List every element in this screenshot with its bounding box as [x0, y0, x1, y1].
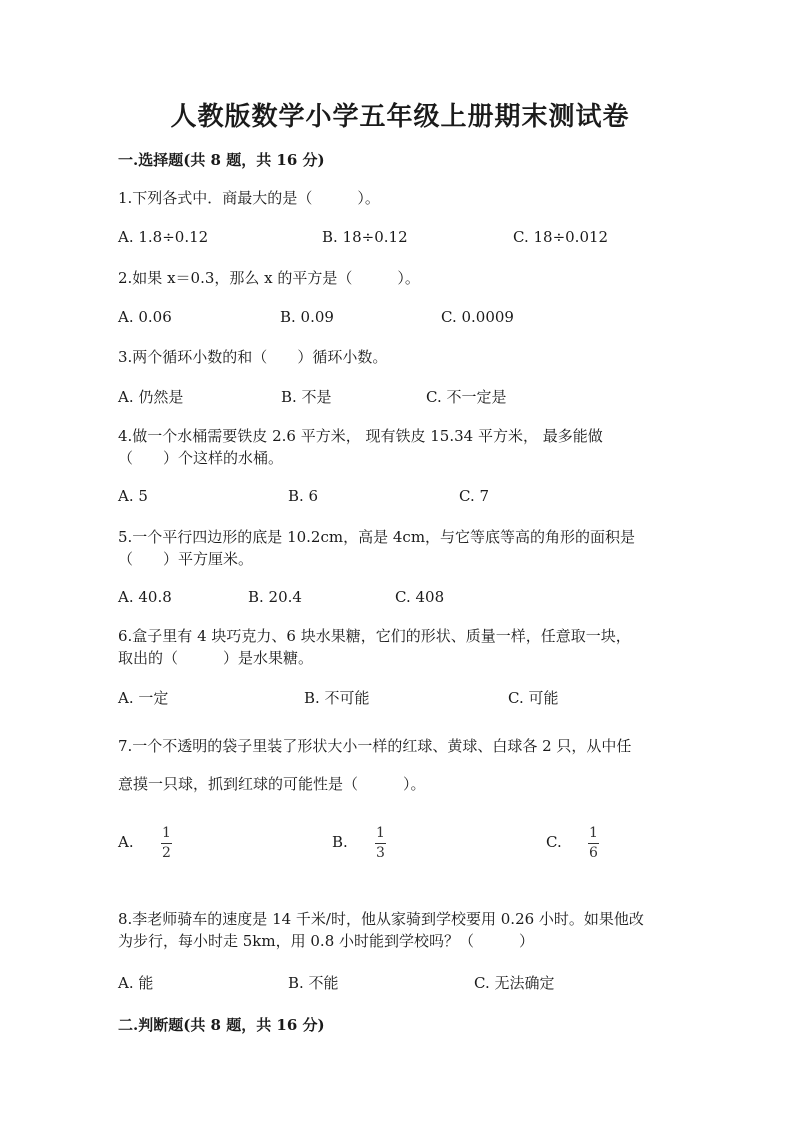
- question-7-line-2: 意摸一只球，抓到红球的可能性是（ ）。: [118, 775, 426, 793]
- q7-option-c-fraction: [588, 826, 599, 861]
- q7-a-numerator: 1: [162, 825, 171, 841]
- q7-option-b: B.: [332, 833, 348, 851]
- q1-option-a: A. 1.8÷0.12: [118, 228, 209, 246]
- q5-option-c: C. 408: [395, 588, 445, 606]
- question-2: 2.如果 x＝0.3，那么 x 的平方是（ ）。: [118, 269, 420, 287]
- q7-b-denominator: 3: [376, 845, 385, 861]
- question-4-line-1: 4.做一个水桶需要铁皮 2.6 平方米， 现有铁皮 15.34 平方米， 最多能做: [118, 427, 603, 445]
- q1-option-c: C. 18÷0.012: [513, 228, 609, 246]
- question-5-line-2: （ ）平方厘米。: [118, 550, 254, 568]
- q7-option-a-fraction: [161, 826, 172, 861]
- question-1: 1.下列各式中．商最大的是（ ）。: [118, 189, 380, 207]
- q7-option-b-fraction: [375, 826, 386, 861]
- question-8-line-2: 为步行，每小时走 5km，用 0.8 小时能到学校吗？（ ）: [118, 932, 535, 950]
- question-3: 3.两个循环小数的和（ ）循环小数。: [118, 348, 388, 366]
- q8-option-c: C. 无法确定: [474, 974, 555, 992]
- q7-b-numerator: 1: [376, 825, 385, 841]
- q5-option-b: B. 20.4: [248, 588, 302, 606]
- q7-c-numerator: 1: [589, 825, 598, 841]
- q7-option-c: C.: [546, 833, 562, 851]
- question-8-line-1: 8.李老师骑车的速度是 14 千米/时，他从家骑到学校要用 0.26 小时。如果他改: [118, 910, 644, 928]
- section-heading-judgment: 二.判断题(共 8 题，共 16 分): [118, 1016, 325, 1034]
- question-8: [118, 908, 688, 952]
- q3-option-b: B. 不是: [281, 388, 332, 406]
- question-4-line-2: （ ）个这样的水桶。: [118, 449, 284, 467]
- q7-c-denominator: 6: [589, 845, 598, 861]
- question-5: [118, 526, 688, 570]
- q4-option-b: B. 6: [288, 487, 319, 505]
- q7-option-a: A.: [118, 833, 134, 851]
- question-7: [118, 727, 688, 803]
- q3-option-a: A. 仍然是: [118, 388, 184, 406]
- q4-option-a: A. 5: [118, 487, 148, 505]
- q6-option-b: B. 不可能: [304, 689, 370, 707]
- q3-option-c: C. 不一定是: [426, 388, 507, 406]
- q4-option-c: C. 7: [459, 487, 490, 505]
- q7-a-denominator: 2: [162, 845, 171, 861]
- question-6-line-1: 6.盒子里有 4 块巧克力、6 块水果糖，它们的形状、质量一样，任意取一块，: [118, 627, 631, 645]
- fraction-bar: [161, 843, 172, 844]
- question-6-line-2: 取出的（ ）是水果糖。: [118, 649, 314, 667]
- q6-option-c: C. 可能: [508, 689, 559, 707]
- fraction-bar: [588, 843, 599, 844]
- q6-option-a: A. 一定: [118, 689, 169, 707]
- q2-option-c: C. 0.0009: [441, 308, 514, 326]
- q8-option-a: A. 能: [118, 974, 154, 992]
- question-6: [118, 625, 688, 669]
- fraction-bar: [375, 843, 386, 844]
- page-title: 人教版数学小学五年级上册期末测试卷: [170, 102, 630, 132]
- q1-option-b: B. 18÷0.12: [322, 228, 408, 246]
- section-heading-choice: 一.选择题(共 8 题，共 16 分): [118, 151, 325, 169]
- q2-option-b: B. 0.09: [280, 308, 334, 326]
- question-7-line-1: 7.一个不透明的袋子里装了形状大小一样的红球、黄球、白球各 2 只，从中任: [118, 737, 632, 755]
- q8-option-b: B. 不能: [288, 974, 339, 992]
- question-4: [118, 425, 688, 469]
- q2-option-a: A. 0.06: [118, 308, 172, 326]
- q5-option-a: A. 40.8: [118, 588, 172, 606]
- question-5-line-1: 5.一个平行四边形的底是 10.2cm，高是 4cm，与它等底等高的角形的面积是: [118, 528, 636, 546]
